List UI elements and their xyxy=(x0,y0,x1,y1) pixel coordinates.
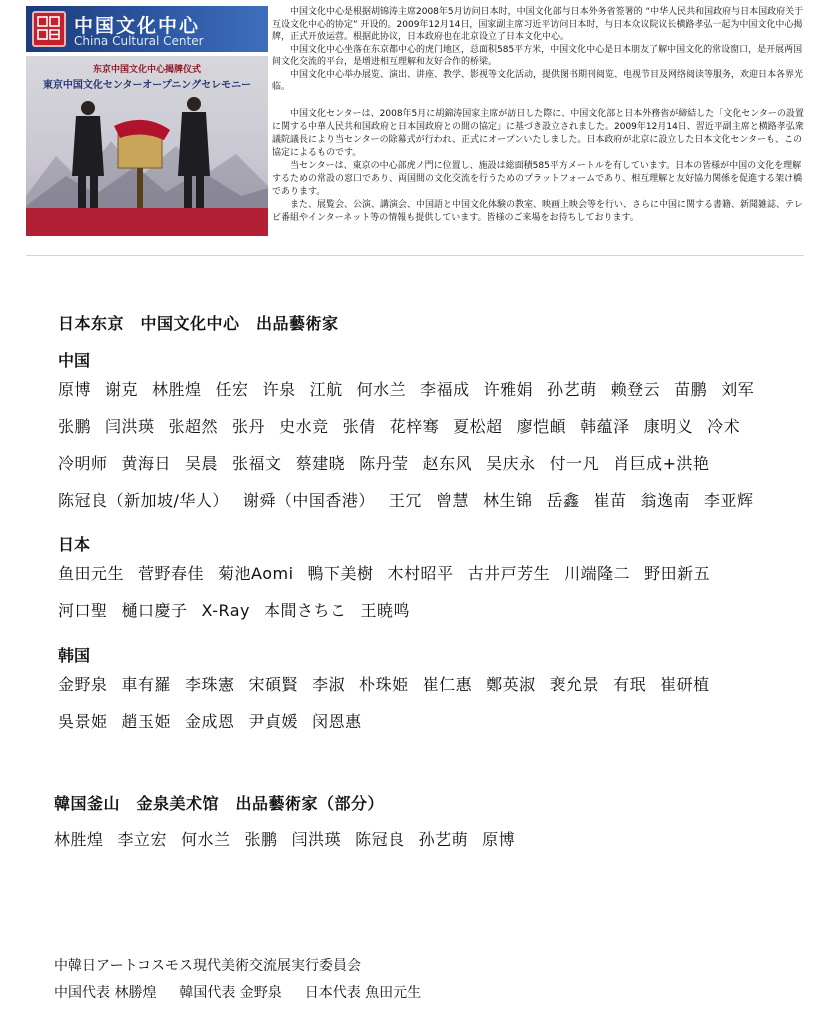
artist-name-row xyxy=(58,598,424,626)
artist-name: 许雅娟 xyxy=(483,380,534,399)
artist-name: 张鹏 xyxy=(244,830,278,849)
artist-name: 金野泉 xyxy=(58,675,108,694)
artist-name: 陈冠良（新加坡/华人） xyxy=(58,491,229,510)
intro-ja-paragraph: また、展覧会、公演、講演会、中国語と中国文化体験の教室、映画上映会等を行い、さらに中国に関する書籍、新聞雑誌、テレビ番組やインターネット等の情報も提供しています。皆様のご来場をお待ちしております。 xyxy=(272,200,803,223)
artist-name: 陈冠良 xyxy=(355,830,405,849)
artist-name-row xyxy=(58,488,768,516)
artist-name: 鴨下美樹 xyxy=(307,564,374,583)
artist-name: 廖恺頔 xyxy=(516,417,567,436)
artist-name: 王暁鸣 xyxy=(360,601,411,620)
ceremony-photo xyxy=(26,56,268,236)
photo-caption-cn: 东京中国文化中心揭牌仪式 xyxy=(92,65,201,75)
artist-name: 李珠憲 xyxy=(185,675,235,694)
artist-name: 趙玉姫 xyxy=(121,712,172,731)
artist-name: 赵东风 xyxy=(422,454,473,473)
artist-name: 张超然 xyxy=(168,417,219,436)
artist-name: 付一凡 xyxy=(549,454,600,473)
china-cultural-center-banner xyxy=(26,6,268,52)
artist-name: 闫洪瑛 xyxy=(105,417,155,436)
center-logo-icon xyxy=(32,11,66,47)
artist-name: 李福成 xyxy=(420,380,470,399)
artist-name: 江航 xyxy=(309,380,343,399)
artist-name: 花梓骞 xyxy=(389,417,440,436)
intro-zh-paragraph: 中国文化中心坐落在东京都中心的虎门地区，总面积585平方米，中国文化中心是日本朋友了解中国文化的常设窗口，是开展两国间文化交流的平台，是增进相互理解和友好合作的桥梁。 xyxy=(272,44,803,67)
artist-name: 张倩 xyxy=(342,417,376,436)
artist-name: 林胜煌 xyxy=(152,380,202,399)
artist-name: 闵恩惠 xyxy=(312,712,362,731)
busan-artist-row xyxy=(54,827,529,855)
artist-name: 陈丹莹 xyxy=(359,454,409,473)
intro-text-chinese xyxy=(272,6,804,94)
artist-name: 黄海日 xyxy=(121,454,172,473)
artist-name: 张福文 xyxy=(232,454,282,473)
artist-list xyxy=(26,255,804,1020)
artist-name: 尹貞媛 xyxy=(248,712,299,731)
artist-name: 古井戸芳生 xyxy=(467,564,551,583)
artist-name: 李亚辉 xyxy=(704,491,754,510)
artist-name: 王冗 xyxy=(388,491,422,510)
artist-name: 本間さちこ xyxy=(264,601,347,620)
artist-name-row xyxy=(58,377,768,405)
artist-name: 川端隆二 xyxy=(564,564,631,583)
artist-name: 赖登云 xyxy=(610,380,661,399)
artist-name: 冷明师 xyxy=(58,454,108,473)
country-label-japan: 日本 xyxy=(58,535,91,554)
artist-name: 林胜煌 xyxy=(54,830,104,849)
artist-name: 鱼田元生 xyxy=(58,564,125,583)
artist-name: 岳鑫 xyxy=(546,491,580,510)
artist-name: 苗鹏 xyxy=(674,380,708,399)
artist-name: 宋碩賢 xyxy=(248,675,299,694)
artist-name: 张鹏 xyxy=(58,417,92,436)
artist-name: X-Ray xyxy=(201,601,251,620)
artist-name: 金成恩 xyxy=(185,712,235,731)
artist-name: 蔡建晓 xyxy=(295,454,346,473)
artist-name-row xyxy=(58,414,754,442)
artist-name: 李立宏 xyxy=(117,830,168,849)
artist-name: 吴晨 xyxy=(185,454,219,473)
banner-title-cn: 中国文化中心 xyxy=(74,15,201,37)
artist-name: 吳景姫 xyxy=(58,712,108,731)
country-label-china: 中国 xyxy=(58,351,91,370)
artist-name: 夏松超 xyxy=(453,417,503,436)
artist-name: 菊池Aomi xyxy=(218,564,294,583)
intro-ja-paragraph: 中国文化センターは、2008年5月に胡錦涛国家主席が訪日した際に、中国文化部と日本外務省が締結した「文化センターの設置に関する中華人民共和国政府と日本国政府との間の協定」に基づき設立されました。2009年12月14日、習近平副主席と横路孝弘衆議院議長により当センターの除幕式が行われ、正式にオープンいたしました。日本政府が北京に設立した日本文化センターも、この協定によるものです。 xyxy=(272,109,804,158)
artist-name: 谢舜（中国香港） xyxy=(242,491,375,510)
artist-name: 崔仁惠 xyxy=(422,675,473,694)
intro-ja-paragraph: 当センターは、東京の中心部虎ノ門に位置し、施設は総面積585平方メートルを有しています。日本の皆様が中国の文化を理解するための常設の窓口であり、両国間の文化交流を行うためのプラットフォームであり、相互理解と友好協力関係を促進する架け橋であります。 xyxy=(272,161,803,197)
artist-name: 裵允景 xyxy=(549,675,600,694)
artist-name: 野田新五 xyxy=(644,564,711,583)
artist-name: 原博 xyxy=(482,830,516,849)
artist-name: 李淑 xyxy=(312,675,346,694)
artist-name: 吴庆永 xyxy=(486,454,536,473)
artist-name: 鄭英淑 xyxy=(486,675,536,694)
artist-name: 肖巨成+洪艳 xyxy=(613,454,710,473)
intro-zh-paragraph: 中国文化中心是根据胡锦涛主席2008年5月访问日本时，中国文化部与日本外务省签署的 “中华人民共和国政府与日本国政府关于互设文化中心的协定” 开设的。2009年12月14日，国家副主席习近平访问日本时，与日本众议院议长横路孝弘一起为中国文化中心揭牌，正式开放运营。根据此协议，日本政府也在北京设立了日本文化中心。 xyxy=(272,7,804,42)
artist-name: 崔苗 xyxy=(593,491,627,510)
artist-name: 河口聖 xyxy=(58,601,108,620)
artist-name-row xyxy=(58,561,724,589)
artist-name: 史水竞 xyxy=(279,417,329,436)
artist-name: 菅野春佳 xyxy=(138,564,205,583)
artist-name: 林生锦 xyxy=(482,491,533,510)
red-carpet xyxy=(26,208,268,236)
committee-name: 中韓日アートコスモス現代美術交流展実行委員会 xyxy=(54,958,362,974)
artist-name: 许泉 xyxy=(262,380,296,399)
artist-name: 孙艺萌 xyxy=(418,830,469,849)
artist-name: 刘军 xyxy=(721,380,755,399)
artist-name: 冷术 xyxy=(707,417,741,436)
tokyo-section-heading: 日本东京 中国文化中心 出品藝術家 xyxy=(58,314,339,333)
artist-name: 翁逸南 xyxy=(640,491,691,510)
representatives-line: 中国代表 林勝煌 韓国代表 金野泉 日本代表 魚田元生 xyxy=(54,985,422,1001)
top-section xyxy=(0,0,816,250)
artist-name: 樋口慶子 xyxy=(121,601,188,620)
artist-name: 車有羅 xyxy=(121,675,172,694)
country-label-korea: 韩国 xyxy=(58,646,91,665)
artist-name: 任宏 xyxy=(215,380,249,399)
artist-name: 孙艺萌 xyxy=(547,380,597,399)
artist-name: 原博 xyxy=(58,380,92,399)
photo-caption-ja: 東京中国文化センターオープニングセレモニー xyxy=(42,80,252,91)
artist-name-row xyxy=(58,709,376,737)
banner-title-en: China Cultural Center xyxy=(74,34,204,48)
artist-name-row xyxy=(58,672,724,700)
intro-text-japanese xyxy=(272,108,804,225)
artist-name: 朴珠姫 xyxy=(359,675,409,694)
artist-name: 木村昭平 xyxy=(387,564,454,583)
artist-name: 有珉 xyxy=(613,675,647,694)
artist-name: 康明义 xyxy=(643,417,694,436)
artist-name-row xyxy=(58,451,724,479)
artist-name: 何水兰 xyxy=(356,380,407,399)
artist-name: 何水兰 xyxy=(181,830,231,849)
artist-name: 崔研植 xyxy=(660,675,710,694)
artist-name: 曾慧 xyxy=(435,491,469,510)
artist-name: 闫洪瑛 xyxy=(291,830,342,849)
intro-zh-paragraph: 中国文化中心举办展览、演出、讲座、教学、影视等文化活动，提供图书期刊阅览、电视节目及网络阅读等服务，欢迎日本各界光临。 xyxy=(272,69,804,92)
artist-name: 谢克 xyxy=(105,380,139,399)
artist-name: 韩蕴泽 xyxy=(580,417,630,436)
artist-name: 张丹 xyxy=(232,417,266,436)
section-divider xyxy=(26,255,804,256)
busan-section-heading: 韓国釜山 金泉美术馆 出品藝術家（部分） xyxy=(54,794,385,813)
